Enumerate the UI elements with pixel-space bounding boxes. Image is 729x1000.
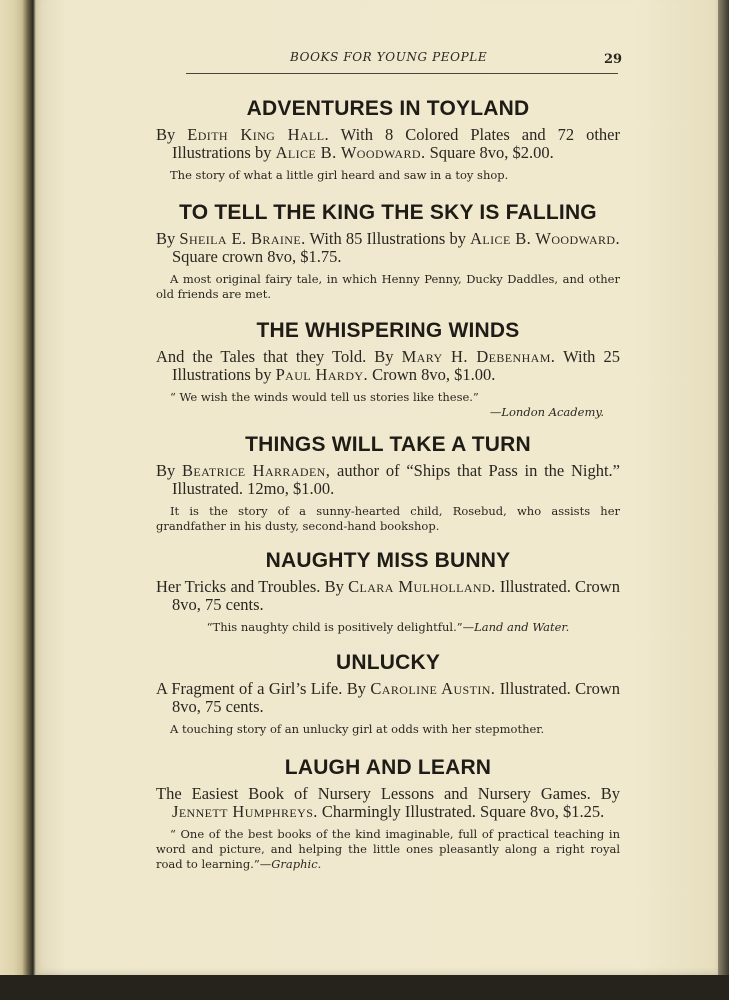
author-name: Beatrice Harraden, — [181, 461, 331, 480]
book-description — [156, 680, 620, 716]
book-title: TO TELL THE KING THE SKY IS FALLING — [179, 201, 597, 224]
quote-source: —Graphic. — [259, 857, 322, 871]
book-title: ADVENTURES IN TOYLAND — [246, 97, 530, 120]
book-title: THINGS WILL TAKE A TURN — [245, 433, 531, 456]
book-note: It is the story of a sunny-hearted child, Rosebud, who assists her grandfather in his dusty, second-hand bookshop. — [156, 504, 620, 533]
author-name: Clara Mulholland. — [348, 577, 496, 596]
book-title: NAUGHTY MISS BUNNY — [265, 549, 511, 572]
book-spine — [0, 0, 36, 1000]
desc-text: By — [156, 461, 182, 480]
book-title: UNLUCKY — [335, 651, 441, 674]
page-edge-shadow — [718, 0, 729, 1000]
desc-text: Square crown 8vo, $1.75. — [172, 247, 342, 266]
book-title: LAUGH AND LEARN — [284, 756, 492, 779]
book-entry — [156, 432, 620, 534]
desc-text: With 85 Illustrations by — [305, 229, 471, 248]
book-note — [156, 827, 620, 872]
book-description — [156, 230, 620, 266]
book-note: The story of what a little girl heard and saw in a toy shop. — [170, 168, 509, 182]
desc-text: A Fragment of a Girl’s Life. By — [156, 679, 371, 698]
author-name: Edith King Hall. — [187, 125, 329, 144]
book-note — [156, 620, 620, 635]
book-description — [156, 578, 620, 614]
quote-source: —Land and Water. — [462, 620, 570, 634]
desc-text: Her Tricks and Troubles. By — [156, 577, 349, 596]
note-quote: “This naughty child is positively delightful.” — [206, 620, 463, 634]
quote-source: —London Academy. — [489, 405, 604, 419]
book-description — [156, 126, 620, 162]
desc-text: The Easiest Book of Nursery Lessons and Nursery Games. By — [156, 784, 620, 803]
book-entry — [156, 548, 620, 635]
book-note: A touching story of an unlucky girl at odds with her stepmother. — [170, 722, 545, 736]
illustrator-name: Alice B. Woodward. — [470, 229, 620, 248]
page-number: 29 — [604, 52, 623, 67]
header-rule — [186, 73, 618, 74]
running-head: BOOKS FOR YOUNG PEOPLE — [290, 50, 488, 64]
book-note: “ We wish the winds would tell us stories like these.” — [170, 390, 479, 404]
desc-text: author of “Ships that Pass in the Night.” Illustrated. 12mo, $1.00. — [172, 461, 621, 498]
desc-text: Square 8vo, $2.00. — [425, 143, 554, 162]
desc-text: By — [156, 125, 188, 144]
book-description — [156, 348, 620, 384]
book-note: A most original fairy tale, in which Henny Penny, Ducky Daddles, and other old friends are met. — [156, 272, 620, 301]
desc-text: Crown 8vo, $1.00. — [368, 365, 496, 384]
author-name: Caroline Austin. — [370, 679, 496, 698]
book-entry — [156, 755, 620, 872]
book-description — [156, 462, 620, 498]
illustrator-name: Paul Hardy. — [275, 365, 368, 384]
book-entry — [156, 650, 620, 737]
author-name: Sheila E. Braine. — [179, 229, 306, 248]
author-name: Jennett Humphreys. — [172, 802, 318, 821]
desc-text: And the Tales that they Told. By — [156, 347, 402, 366]
desc-text: Illustrated. Crown 8vo, 75 cents. — [172, 577, 620, 614]
desc-text: Illustrated. Crown 8vo, 75 cents. — [172, 679, 621, 716]
author-name: Mary H. Debenham. — [401, 347, 556, 366]
book-entry — [156, 96, 620, 183]
book-bottom-edge — [0, 975, 729, 1000]
book-title: THE WHISPERING WINDS — [256, 319, 520, 342]
desc-text: Charmingly Illustrated. Square 8vo, $1.25. — [317, 802, 605, 821]
book-entry — [156, 318, 620, 419]
desc-text: With 25 Illustrations by — [172, 347, 620, 384]
book-description — [156, 785, 620, 821]
illustrator-name: Alice B. Woodward. — [275, 143, 426, 162]
desc-text: By — [156, 229, 180, 248]
book-entry — [156, 200, 620, 302]
note-quote: “ One of the best books of the kind imaginable, full of practical teaching in word and picture, and helping the little ones pleasantly along a right royal road to learning.” — [156, 827, 620, 871]
desc-text: With 8 Colored Plates and 72 other Illustrations by — [172, 125, 620, 162]
